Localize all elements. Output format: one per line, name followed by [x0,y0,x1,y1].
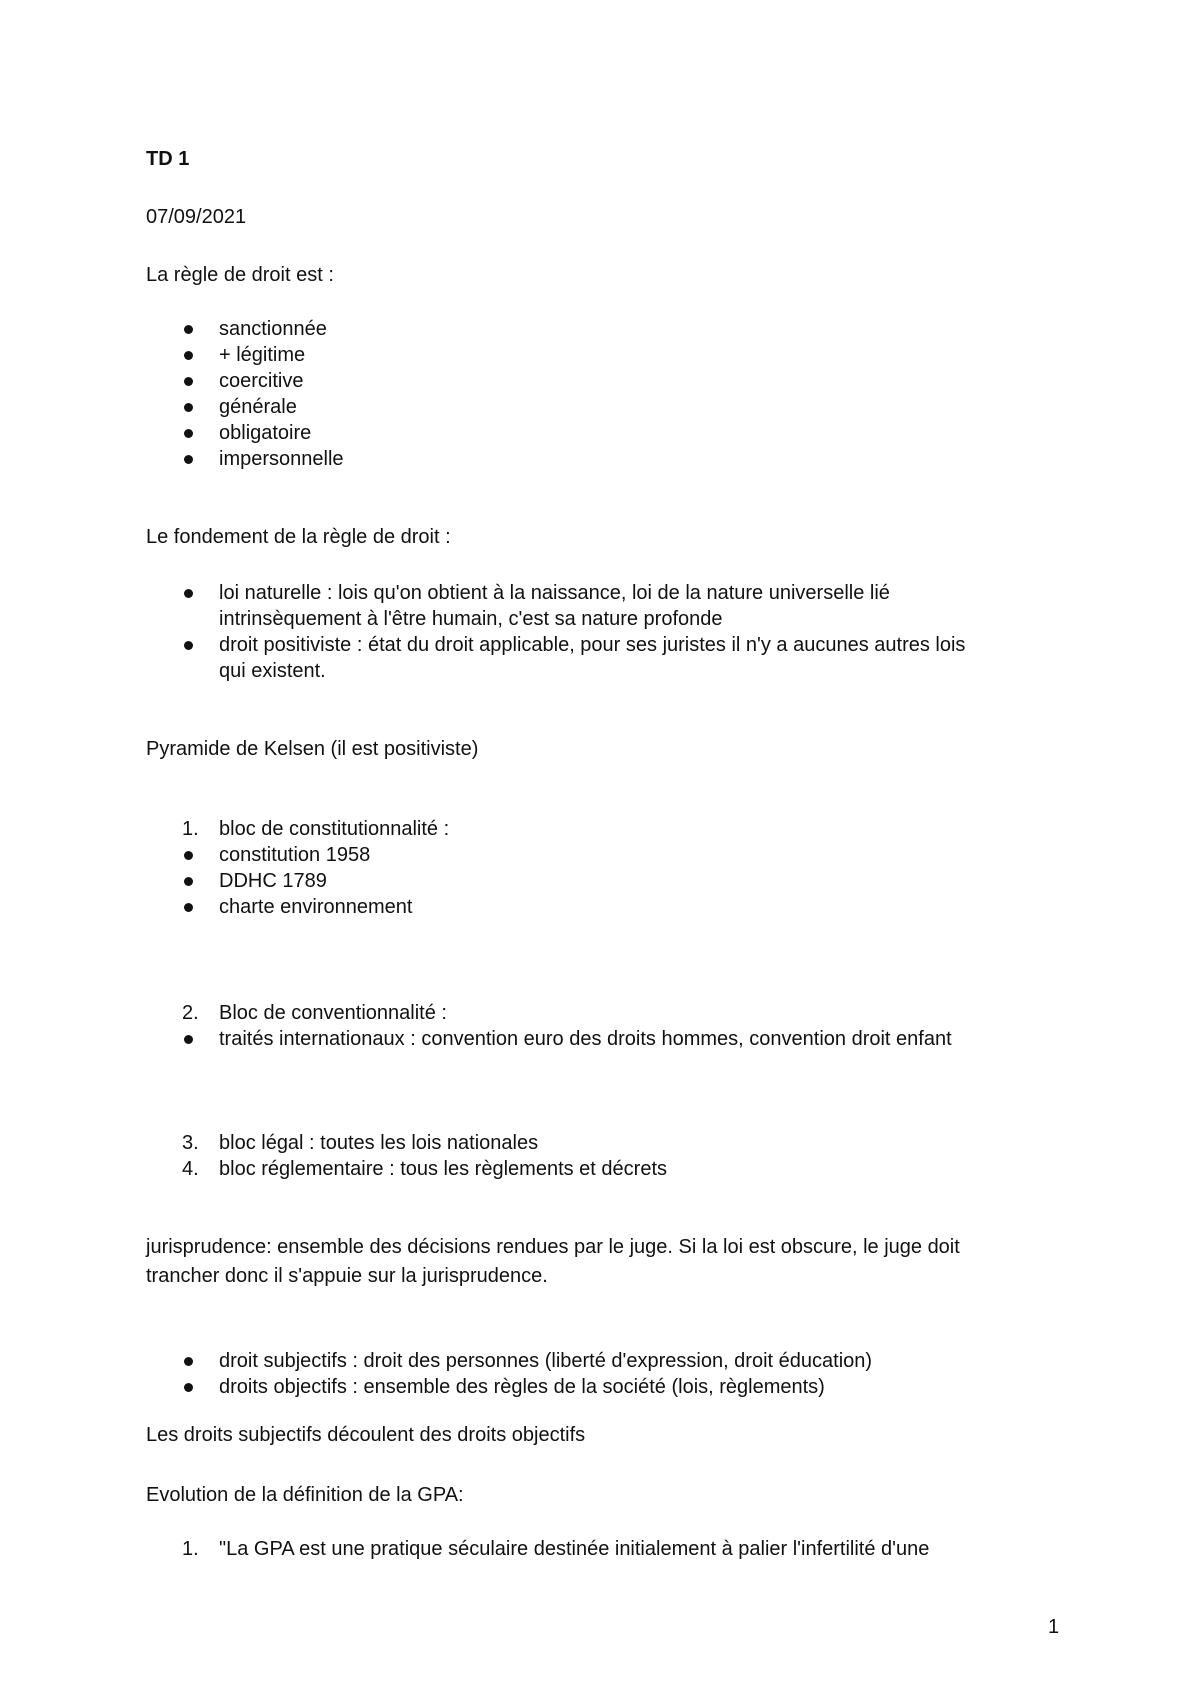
gpa-heading: Evolution de la définition de la GPA: [146,1484,464,1506]
list-item-text: qui existent. [219,660,326,682]
list-item-text: intrinsèquement à l'être humain, c'est sa nature profonde [219,608,723,630]
list-item-text: sanctionnée [219,318,327,340]
list-item-text: traités internationaux : convention euro des droits hommes, convention droit enfant [219,1028,952,1050]
list-item-text: obligatoire [219,422,312,444]
item-number: 1. [182,818,199,840]
jurisprudence-line: trancher donc il s'appuie sur la jurisprudence. [146,1265,548,1287]
list-item-text: loi naturelle : lois qu'on obtient à la naissance, loi de la nature universelle lié [219,582,890,604]
jurisprudence-line: jurisprudence: ensemble des décisions rendues par le juge. Si la loi est obscure, le juge doit [146,1236,960,1258]
bullet-icon [184,903,193,912]
pyramide-heading: Pyramide de Kelsen (il est positiviste) [146,738,479,760]
item-number: 4. [182,1158,199,1180]
item-text: bloc légal : toutes les lois nationales [219,1132,539,1154]
bullet-icon [184,589,193,598]
bullet-icon [184,1383,193,1392]
list-item-text: DDHC 1789 [219,870,327,892]
list-item-text: + légitime [219,344,306,366]
list-item-text: impersonnelle [219,448,344,470]
item-text: Bloc de conventionnalité : [219,1002,447,1024]
regle-heading: La règle de droit est : [146,264,334,286]
bullet-icon [184,641,193,650]
item-number: 1. [182,1538,199,1560]
bullet-icon [184,403,193,412]
bullet-icon [184,325,193,334]
list-item-text: coercitive [219,370,304,392]
document-date: 07/09/2021 [146,206,247,228]
item-number: 3. [182,1132,199,1154]
item-number: 2. [182,1002,199,1024]
list-item-text: générale [219,396,297,418]
list-item-text: droits objectifs : ensemble des règles de la société (lois, règlements) [219,1376,825,1398]
bullet-icon [184,377,193,386]
bullet-icon [184,455,193,464]
droits-conclusion: Les droits subjectifs découlent des droits objectifs [146,1424,586,1446]
bullet-icon [184,351,193,360]
bullet-icon [184,877,193,886]
list-item-text: droit subjectifs : droit des personnes (liberté d'expression, droit éducation) [219,1350,873,1372]
list-item-text: droit positiviste : état du droit applicable, pour ses juristes il n'y a aucunes autres lois [219,634,966,656]
item-text: "La GPA est une pratique séculaire destinée initialement à palier l'infertilité d'une [219,1538,930,1560]
fondement-heading: Le fondement de la règle de droit : [146,526,451,548]
bullet-icon [184,1035,193,1044]
list-item-text: charte environnement [219,896,413,918]
list-item-text: constitution 1958 [219,844,371,866]
bullet-icon [184,851,193,860]
item-text: bloc de constitutionnalité : [219,818,450,840]
item-text: bloc réglementaire : tous les règlements et décrets [219,1158,667,1180]
document-title: TD 1 [146,148,190,170]
bullet-icon [184,429,193,438]
bullet-icon [184,1357,193,1366]
page-number: 1 [1048,1616,1060,1638]
